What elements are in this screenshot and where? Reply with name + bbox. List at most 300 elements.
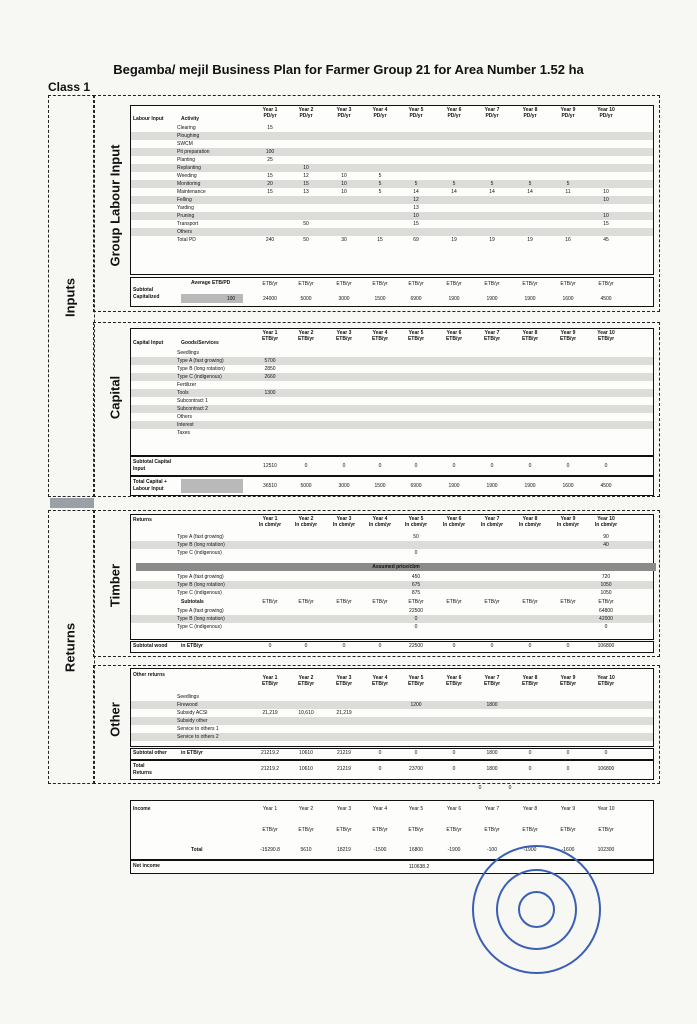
timber-label: Timber <box>107 563 123 608</box>
timber-year-head <box>477 516 507 528</box>
labour-head: Labour Input <box>133 116 164 122</box>
income-total-label: Total <box>191 847 203 853</box>
labour-row <box>131 180 653 188</box>
other-total-cell: 0 <box>452 766 456 772</box>
labour-row-label: Replanting <box>177 165 201 171</box>
subtotal-unit: ETB/yr <box>262 599 278 605</box>
avg-value: 100 <box>226 296 236 302</box>
other-year-head <box>477 675 507 687</box>
unit-label: PD/yr <box>409 113 423 119</box>
labour-row <box>131 172 653 180</box>
unit-label: ETB/yr <box>261 681 279 687</box>
labour-row <box>131 212 653 220</box>
timber-sub-row-label: Type C (indigenous) <box>177 624 222 630</box>
other-year-head <box>401 675 431 687</box>
timber-wood-table <box>130 641 654 653</box>
year-label: Year 10 <box>597 107 615 113</box>
labour-year-head <box>439 107 469 119</box>
price-row-label: Type A (fast growing) <box>177 574 224 580</box>
other-subtotal-unit: in ETB/yr <box>181 750 203 756</box>
labour-row-label: Yarding <box>177 205 194 211</box>
capital-year-head <box>439 330 469 342</box>
income-unit: ETB/yr <box>262 827 278 833</box>
class-label: Class 1 <box>48 80 91 94</box>
labour-sub-cell: 1600 <box>562 296 574 302</box>
total-returns-table <box>130 760 654 780</box>
income-unit: ETB/yr <box>560 827 576 833</box>
wood-cell: 0 <box>566 643 570 649</box>
unit-label: In cbm/yr <box>556 522 580 528</box>
year-label: Year 9 <box>560 675 576 681</box>
timber-sub-row-label: Type A (fast growing) <box>177 608 224 614</box>
labour-cell: 14 <box>527 189 533 195</box>
capital-cell: 2660 <box>264 374 276 380</box>
labour-cell: 5 <box>566 181 570 187</box>
unit-label: In cbm/yr <box>480 522 504 528</box>
year-label: Year 4 <box>372 516 388 522</box>
income-total-cell: -1600 <box>561 847 575 853</box>
other-sub-cell: 0 <box>452 750 456 756</box>
labour-year-head <box>553 107 583 119</box>
other-total-cell: 10610 <box>299 766 313 772</box>
labour-cell: 20 <box>267 181 273 187</box>
other-year-head <box>439 675 469 687</box>
labour-table <box>130 105 654 275</box>
year-label: Year 6 <box>446 675 462 681</box>
unit-label: ETB/yr <box>559 681 577 687</box>
labour-sub-cell: 5000 <box>300 296 312 302</box>
unit-label: PD/yr <box>299 113 313 119</box>
net-income-label: Net income <box>133 863 160 869</box>
labour-cell: 45 <box>603 237 609 243</box>
other-total-cell: 0 <box>528 766 532 772</box>
capital-sub-cell: 0 <box>528 463 532 469</box>
official-stamp-seal <box>472 845 601 974</box>
other-row-label: Service to others 1 <box>177 726 219 732</box>
capital-table <box>130 328 654 456</box>
labour-row <box>131 204 653 212</box>
labour-row-label: Weeding <box>177 173 197 179</box>
capital-sub-cell: 0 <box>566 463 570 469</box>
year-label: Year 6 <box>446 330 462 336</box>
unit-label: PD/yr <box>447 113 461 119</box>
labour-sub-cell: 1900 <box>486 296 498 302</box>
year-label: Year 10 <box>597 330 615 336</box>
year-label: Year 1 <box>262 516 278 522</box>
timber-row-label: Type C (indigenous) <box>177 550 222 556</box>
timber-year-head <box>329 516 359 528</box>
subtotal-unit: ETB/yr <box>372 599 388 605</box>
capital-row <box>131 389 653 397</box>
capital-subtotal-label: Subtotal Capital Input <box>133 459 172 472</box>
unit-label: In cbm/yr <box>442 522 466 528</box>
labour-cell: 15 <box>413 221 419 227</box>
unit-label: ETB/yr <box>297 336 315 342</box>
other-total-cell: 0 <box>378 766 382 772</box>
timber-sub-cell: 22500 <box>409 608 423 614</box>
other-cell: 1200 <box>410 702 422 708</box>
sub-unit: ETB/yr <box>522 281 538 287</box>
timber-year-head <box>401 516 431 528</box>
labour-row-label: Transport <box>177 221 199 227</box>
other-total-cell: 106800 <box>597 766 615 772</box>
price-cell: 450 <box>411 574 421 580</box>
other-year-head <box>553 675 583 687</box>
labour-row <box>131 236 653 244</box>
unit-label: In cbm/yr <box>518 522 542 528</box>
income-unit: ETB/yr <box>372 827 388 833</box>
unit-label: PD/yr <box>599 113 613 119</box>
timber-row <box>131 541 653 549</box>
timber-year-head <box>365 516 395 528</box>
year-label: Year 7 <box>484 675 500 681</box>
separator-block <box>50 498 94 508</box>
labour-cell: 240 <box>265 237 275 243</box>
year-label: Year 6 <box>446 107 462 113</box>
timber-year-head <box>255 516 285 528</box>
capital-row-label: Seedlings <box>177 350 199 356</box>
year-label: Year 7 <box>484 516 500 522</box>
unit-label: ETB/yr <box>445 336 463 342</box>
year-label: Year 8 <box>522 516 538 522</box>
income-unit: ETB/yr <box>408 827 424 833</box>
labour-row-label: Planting <box>177 157 196 163</box>
wood-cell: 0 <box>304 643 308 649</box>
wood-cell: 0 <box>378 643 382 649</box>
wood-cell: 0 <box>528 643 532 649</box>
sub-unit: ETB/yr <box>298 281 314 287</box>
capital-subtotal-table <box>130 456 654 476</box>
unit-label: ETB/yr <box>407 681 425 687</box>
subtotal-unit: ETB/yr <box>484 599 500 605</box>
capital-sub-cell: 0 <box>378 463 382 469</box>
capital-sub-cell: 0 <box>604 463 608 469</box>
wood-label: Subtotal wood <box>133 643 168 649</box>
subtotal-unit: ETB/yr <box>336 599 352 605</box>
timber-sub-cell: 0 <box>414 624 418 630</box>
subtotal-unit: ETB/yr <box>522 599 538 605</box>
timber-sub-cell: 42000 <box>599 616 613 622</box>
unit-label: ETB/yr <box>597 336 615 342</box>
other-row <box>131 717 653 725</box>
income-total-cell: -100 <box>486 847 497 853</box>
timber-table <box>130 514 654 640</box>
other-row-label: Subsidy ACSI <box>177 710 208 716</box>
goods-head: Goods/Services <box>181 340 219 346</box>
timber-sub-cell: 64800 <box>599 608 613 614</box>
labour-year-head <box>365 107 395 119</box>
unit-label: ETB/yr <box>483 681 501 687</box>
labour-sub-cell: 4500 <box>600 296 612 302</box>
capital-row-label: Subcontract 2 <box>177 406 208 412</box>
other-label: Other <box>107 702 123 737</box>
income-year-head: Year 5 <box>408 806 424 812</box>
other-table <box>130 668 654 747</box>
income-unit: ETB/yr <box>522 827 538 833</box>
capital-row-label: Type C (indigenous) <box>177 374 222 380</box>
year-label: Year 8 <box>522 675 538 681</box>
unit-label: ETB/yr <box>335 336 353 342</box>
year-label: Year 3 <box>336 675 352 681</box>
capital-total-cell: 36510 <box>263 483 277 489</box>
other-sub-cell: 10610 <box>299 750 313 756</box>
sub-unit: ETB/yr <box>372 281 388 287</box>
other-row-label: Firewood <box>177 702 198 708</box>
labour-cell: 12 <box>413 197 419 203</box>
capital-cell: 5700 <box>264 358 276 364</box>
income-unit: ETB/yr <box>336 827 352 833</box>
income-total-cell: 16800 <box>409 847 423 853</box>
unit-label: ETB/yr <box>335 681 353 687</box>
capital-year-head <box>591 330 621 342</box>
labour-sub-cell: 6900 <box>410 296 422 302</box>
labour-sub-cell: 24000 <box>263 296 277 302</box>
income-year-head: Year 1 <box>262 806 278 812</box>
year-label: Year 8 <box>522 330 538 336</box>
labour-cell: 19 <box>527 237 533 243</box>
other-returns-head: Other returns <box>133 672 165 678</box>
labour-cell: 16 <box>565 237 571 243</box>
labour-cell: 15 <box>267 189 273 195</box>
unit-label: ETB/yr <box>597 681 615 687</box>
capital-row-label: Subcontract 1 <box>177 398 208 404</box>
other-year-head <box>329 675 359 687</box>
other-sub-cell: 0 <box>566 750 570 756</box>
capital-total-cell: 4500 <box>600 483 612 489</box>
year-label: Year 10 <box>597 675 615 681</box>
labour-cell: 19 <box>489 237 495 243</box>
other-row-label: Subsidy other <box>177 718 208 724</box>
labour-row <box>131 132 653 140</box>
income-head: Income <box>133 806 151 812</box>
capital-year-head <box>477 330 507 342</box>
income-year-head: Year 10 <box>597 806 615 812</box>
income-total-cell: -1900 <box>523 847 537 853</box>
labour-row-label: SWCM <box>177 141 193 147</box>
extra-zero-2: 0 <box>508 785 512 791</box>
labour-cell: 50 <box>303 237 309 243</box>
labour-cell: 19 <box>451 237 457 243</box>
unit-label: ETB/yr <box>407 336 425 342</box>
sub-unit: ETB/yr <box>560 281 576 287</box>
capital-sub-cell: 0 <box>414 463 418 469</box>
labour-cell: 50 <box>303 221 309 227</box>
other-sub-cell: 21219.2 <box>260 750 280 756</box>
unit-label: PD/yr <box>523 113 537 119</box>
labour-cell: 15 <box>603 221 609 227</box>
timber-row-label: Type B (long rotation) <box>177 542 225 548</box>
price-cell: 675 <box>411 582 421 588</box>
labour-cell: 10 <box>413 213 419 219</box>
capital-row <box>131 349 653 357</box>
average-etb-head: Average ETB/PD <box>191 280 231 286</box>
labour-cell: 10 <box>603 189 609 195</box>
timber-year-head <box>439 516 469 528</box>
unit-label: In cbm/yr <box>332 522 356 528</box>
capital-row <box>131 357 653 365</box>
extra-zero-1: 0 <box>478 785 482 791</box>
income-unit: ETB/yr <box>484 827 500 833</box>
year-label: Year 10 <box>597 516 615 522</box>
timber-sub-cell: 0 <box>414 616 418 622</box>
capital-sub-cell: 0 <box>452 463 456 469</box>
timber-row-label: Type A (fast growing) <box>177 534 224 540</box>
labour-row <box>131 164 653 172</box>
labour-subtotal-table <box>130 277 654 307</box>
income-total-cell: -1500 <box>373 847 387 853</box>
labour-cell: 10 <box>341 181 347 187</box>
unit-label: PD/yr <box>373 113 387 119</box>
capital-sub-cell: 0 <box>342 463 346 469</box>
price-cell: 875 <box>411 590 421 596</box>
timber-cell: 90 <box>603 534 609 540</box>
timber-sub-row <box>131 615 653 623</box>
other-cell: 21,219 <box>262 710 278 716</box>
other-row <box>131 701 653 709</box>
labour-cell: 10 <box>603 197 609 203</box>
labour-cell: 5 <box>528 181 532 187</box>
unit-label: PD/yr <box>561 113 575 119</box>
unit-label: PD/yr <box>485 113 499 119</box>
other-total-cell: 0 <box>566 766 570 772</box>
income-total-cell: 5610 <box>300 847 312 853</box>
unit-label: In cbm/yr <box>594 522 618 528</box>
group-labour-label: Group Labour Input <box>107 144 123 267</box>
capital-row-label: Interest <box>177 422 194 428</box>
labour-cell: 15 <box>377 237 383 243</box>
other-sub-cell: 0 <box>378 750 382 756</box>
other-total-cell: 21219.2 <box>260 766 280 772</box>
capital-total-cell: 1500 <box>374 483 386 489</box>
labour-cell: 5 <box>452 181 456 187</box>
labour-row-label: Pit preparation <box>177 149 210 155</box>
income-total-cell: 102300 <box>597 847 615 853</box>
year-label: Year 4 <box>372 330 388 336</box>
capital-row-label: Fertilizer <box>177 382 197 388</box>
labour-sub-cell: 1500 <box>374 296 386 302</box>
capital-total-cell: 1600 <box>562 483 574 489</box>
wood-cell: 0 <box>490 643 494 649</box>
year-label: Year 5 <box>408 107 424 113</box>
labour-row <box>131 140 653 148</box>
income-year-head: Year 8 <box>522 806 538 812</box>
price-cell: 720 <box>601 574 611 580</box>
year-label: Year 2 <box>298 330 314 336</box>
price-cell: 1050 <box>600 582 612 588</box>
price-row <box>131 581 653 589</box>
timber-row <box>131 533 653 541</box>
timber-year-head <box>591 516 621 528</box>
other-total-cell: 1800 <box>486 766 498 772</box>
year-label: Year 4 <box>372 675 388 681</box>
other-cell: 10,610 <box>298 710 314 716</box>
year-label: Year 1 <box>262 330 278 336</box>
other-row-label: Seedlings <box>177 694 199 700</box>
unit-label: PD/yr <box>263 113 277 119</box>
income-table <box>130 800 654 860</box>
other-row-label: Service to others 2 <box>177 734 219 740</box>
other-year-head <box>365 675 395 687</box>
unit-label: ETB/yr <box>371 336 389 342</box>
timber-year-head <box>553 516 583 528</box>
labour-cell: 11 <box>565 189 571 195</box>
labour-cell: 14 <box>451 189 457 195</box>
timber-year-head <box>515 516 545 528</box>
labour-row <box>131 156 653 164</box>
labour-row-label: Felling <box>177 197 192 203</box>
labour-cell: 30 <box>341 237 347 243</box>
unit-label: PD/yr <box>337 113 351 119</box>
labour-cell: 13 <box>303 189 309 195</box>
other-year-head <box>591 675 621 687</box>
income-year-head: Year 9 <box>560 806 576 812</box>
labour-row-label: Monitoring <box>177 181 201 187</box>
capital-row <box>131 405 653 413</box>
capital-year-head <box>291 330 321 342</box>
income-unit: ETB/yr <box>446 827 462 833</box>
total-returns-label: Total Returns <box>133 763 152 776</box>
subtotal-unit: ETB/yr <box>560 599 576 605</box>
other-sub-cell: 0 <box>528 750 532 756</box>
other-total-cell: 21219 <box>337 766 351 772</box>
income-unit: ETB/yr <box>298 827 314 833</box>
returns-head: Returns <box>133 517 152 523</box>
capital-year-head <box>553 330 583 342</box>
price-row <box>131 589 653 597</box>
returns-label: Returns <box>62 622 78 673</box>
subtotal-capitalized-label: Subtotal Capitalized <box>133 287 160 300</box>
labour-row-label: Pruning <box>177 213 195 219</box>
wood-cell: 106800 <box>597 643 615 649</box>
timber-cell: 40 <box>603 542 609 548</box>
other-row <box>131 693 653 701</box>
capital-head: Capital Input <box>133 340 164 346</box>
timber-row <box>131 549 653 557</box>
income-unit: ETB/yr <box>598 827 614 833</box>
labour-row <box>131 196 653 204</box>
other-cell: 21,219 <box>336 710 352 716</box>
labour-year-head <box>329 107 359 119</box>
labour-cell: 15 <box>303 181 309 187</box>
year-label: Year 3 <box>336 330 352 336</box>
other-row <box>131 709 653 717</box>
subtotal-unit: ETB/yr <box>298 599 314 605</box>
labour-row-label: Others <box>177 229 193 235</box>
subtotals-head: Subtotals <box>181 599 204 605</box>
timber-sub-cell: 0 <box>604 624 608 630</box>
capital-row <box>131 365 653 373</box>
year-label: Year 5 <box>408 675 424 681</box>
sub-unit: ETB/yr <box>408 281 424 287</box>
labour-year-head <box>477 107 507 119</box>
labour-cell: 100 <box>265 149 275 155</box>
sub-unit: ETB/yr <box>484 281 500 287</box>
income-year-head: Year 3 <box>336 806 352 812</box>
timber-sub-row <box>131 607 653 615</box>
year-label: Year 2 <box>298 516 314 522</box>
capital-total-label: Total Capital + Labour Input <box>133 479 167 492</box>
capital-row-label: Taxes <box>177 430 191 436</box>
income-year-head: Year 7 <box>484 806 500 812</box>
labour-cell: 5 <box>378 189 382 195</box>
capital-year-head <box>401 330 431 342</box>
labour-cell: 10 <box>341 189 347 195</box>
other-sub-cell: 0 <box>604 750 608 756</box>
capital-total-table <box>130 476 654 496</box>
year-label: Year 7 <box>484 330 500 336</box>
wood-cell: 0 <box>342 643 346 649</box>
income-year-head: Year 4 <box>372 806 388 812</box>
